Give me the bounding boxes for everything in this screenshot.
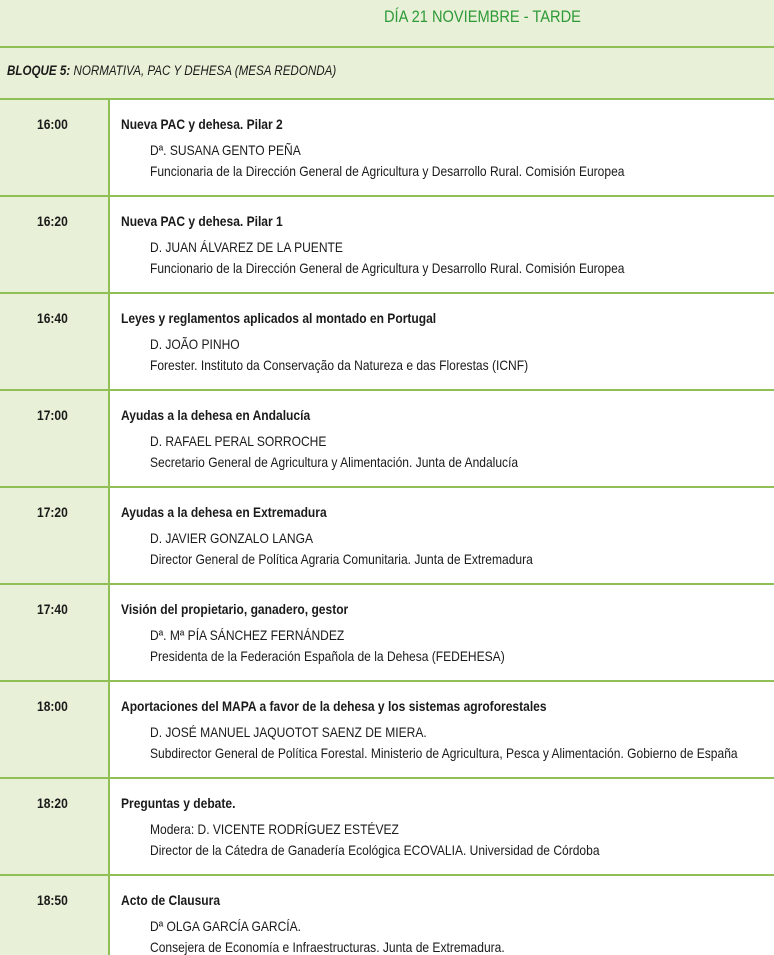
session-speaker: D. JUAN ÁLVAREZ DE LA PUENTE xyxy=(150,239,343,255)
session-speaker: D. JOSÉ MANUEL JAQUOTOT SAENZ DE MIERA. xyxy=(150,724,427,740)
session-title: Ayudas a la dehesa en Extremadura xyxy=(121,504,327,520)
session-title: Visión del propietario, ganadero, gestor xyxy=(121,601,349,617)
session-title: Leyes y reglamentos aplicados al montado en Portugal xyxy=(121,310,437,326)
session-role: Director de la Cátedra de Ganadería Ecológica ECOVALIA. Universidad de Córdoba xyxy=(150,842,600,858)
session-time: 17:00 xyxy=(37,407,68,423)
time-cell xyxy=(0,682,110,777)
session-speaker: D. JAVIER GONZALO LANGA xyxy=(150,530,314,546)
time-cell xyxy=(0,488,110,583)
session-row xyxy=(0,488,774,585)
session-row xyxy=(0,585,774,682)
day-title: DÍA 21 NOVIEMBRE - TARDE xyxy=(384,7,581,26)
time-cell xyxy=(0,391,110,486)
session-row xyxy=(0,682,774,779)
day-header xyxy=(0,0,774,48)
session-speaker: Dª. SUSANA GENTO PEÑA xyxy=(150,142,301,158)
session-time: 18:50 xyxy=(37,892,68,908)
session-title: Preguntas y debate. xyxy=(121,795,236,811)
block-label: NORMATIVA, PAC Y DEHESA (MESA REDONDA) xyxy=(70,63,337,78)
session-time: 17:40 xyxy=(37,601,68,617)
time-cell xyxy=(0,779,110,874)
time-cell xyxy=(0,197,110,292)
session-speaker: Dª. Mª PÍA SÁNCHEZ FERNÁNDEZ xyxy=(150,627,345,643)
session-role: Forester. Instituto da Conservação da Natureza e das Florestas (ICNF) xyxy=(150,357,529,373)
session-title: Acto de Clausura xyxy=(121,892,221,908)
session-time: 18:00 xyxy=(37,698,68,714)
time-cell xyxy=(0,100,110,195)
session-role: Director General de Política Agraria Comunitaria. Junta de Extremadura xyxy=(150,551,533,567)
time-cell xyxy=(0,294,110,389)
block-title xyxy=(7,63,336,78)
session-role: Funcionario de la Dirección General de Agricultura y Desarrollo Rural. Comisión Europea xyxy=(150,260,625,276)
session-time: 16:00 xyxy=(37,116,68,132)
session-time: 18:20 xyxy=(37,795,68,811)
session-time: 16:40 xyxy=(37,310,68,326)
session-role: Presidenta de la Federación Española de la Dehesa (FEDEHESA) xyxy=(150,648,505,664)
session-row xyxy=(0,294,774,391)
session-title: Nueva PAC y dehesa. Pilar 1 xyxy=(121,213,283,229)
time-cell xyxy=(0,585,110,680)
session-speaker: Dª OLGA GARCÍA GARCÍA. xyxy=(150,918,301,934)
block-key: BLOQUE 5: xyxy=(7,63,71,78)
session-title: Nueva PAC y dehesa. Pilar 2 xyxy=(121,116,283,132)
session-title: Aportaciones del MAPA a favor de la dehesa y los sistemas agroforestales xyxy=(121,698,547,714)
session-speaker: D. RAFAEL PERAL SORROCHE xyxy=(150,433,327,449)
session-speaker: Modera: D. VICENTE RODRÍGUEZ ESTÉVEZ xyxy=(150,821,399,837)
session-role: Secretario General de Agricultura y Alimentación. Junta de Andalucía xyxy=(150,454,519,470)
session-role: Subdirector General de Política Forestal. Ministerio de Agricultura, Pesca y Alimentación. Gobierno de España xyxy=(150,745,738,761)
session-time: 17:20 xyxy=(37,504,68,520)
session-role: Consejera de Economía e Infraestructuras. Junta de Extremadura. xyxy=(150,939,505,955)
session-speaker: D. JOÃO PINHO xyxy=(150,336,240,352)
block-header xyxy=(0,48,774,100)
time-cell xyxy=(0,876,110,955)
session-row xyxy=(0,391,774,488)
session-row xyxy=(0,876,774,955)
session-row xyxy=(0,197,774,294)
session-row xyxy=(0,779,774,876)
session-title: Ayudas a la dehesa en Andalucía xyxy=(121,407,311,423)
session-row xyxy=(0,100,774,197)
session-role: Funcionaria de la Dirección General de Agricultura y Desarrollo Rural. Comisión Europea xyxy=(150,163,625,179)
session-time: 16:20 xyxy=(37,213,68,229)
